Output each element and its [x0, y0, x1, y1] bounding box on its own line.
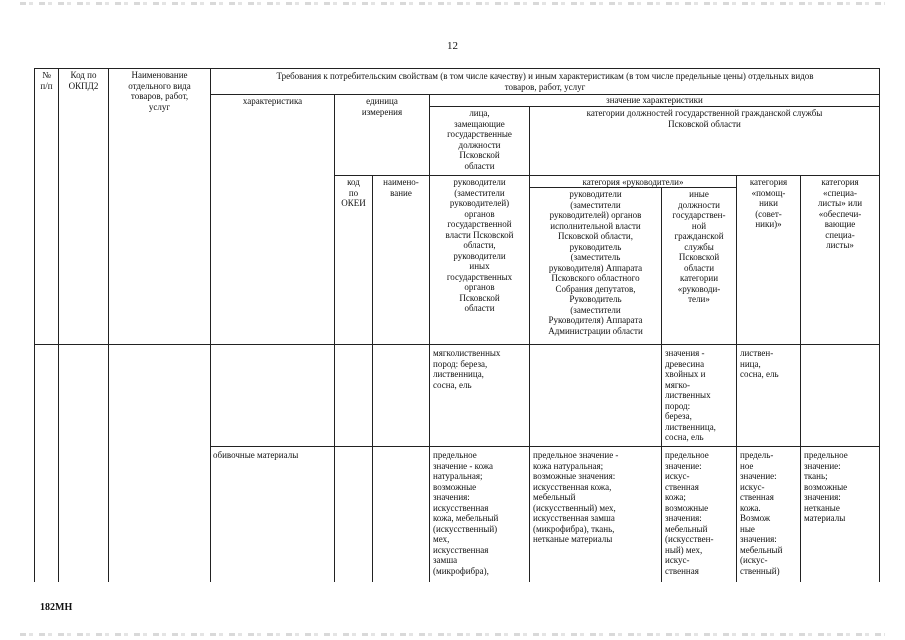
- header-unit: единица измерения: [361, 96, 403, 117]
- row1-assistants: листвен- ница, сосна, ель: [740, 348, 779, 379]
- table-rule: [210, 68, 211, 582]
- header-persons: лица, замещающие государственные должности Псковской области: [447, 108, 512, 171]
- table-border-top: [34, 68, 879, 69]
- header-value: значение характеристики: [606, 95, 703, 105]
- table-header-bottom: [34, 344, 879, 345]
- row2-heads-senior: предельное значение - кожа натуральная; возможные значения: искусственная кожа, мебельный (искусственный) мех, искусственная замша (микрофибра), ткань, нетканые материалы: [533, 450, 619, 544]
- table-border-right: [879, 68, 880, 582]
- table-border-left: [34, 68, 35, 582]
- scan-artifact-bottom: [20, 633, 885, 636]
- header-category-specialists: категория «специа- листы» или «обеспечи- вающие специа- листы»: [817, 177, 863, 250]
- header-category-heads-other: иные должности государствен- ной гражданской службы Псковской области категории «руководи- тели»: [672, 189, 726, 304]
- footer-document-code: 182МН: [40, 602, 73, 613]
- header-col-number: № п/п: [40, 70, 53, 91]
- table-rule: [372, 175, 373, 582]
- header-col-okpd: Код по ОКПД2: [68, 70, 99, 91]
- row1-persons: мягколиственных пород: береза, лиственница, сосна, ель: [433, 348, 501, 390]
- header-categories: категории должностей государственной гражданской службы Псковской области: [586, 108, 823, 129]
- row2-persons: предельное значение - кожа натуральная; возможные значения: искусственная кожа, мебельный (искусственный) мех, искусственная замша (микрофибра),: [433, 450, 499, 576]
- table-rule: [334, 94, 335, 582]
- scan-artifact-top: [20, 2, 885, 5]
- row2-specialists: предельное значение: ткань; возможные значения: нетканые материалы: [804, 450, 848, 523]
- table-rule: [736, 175, 737, 582]
- table-rule: [429, 106, 879, 107]
- row2-characteristic: обивочные материалы: [213, 450, 299, 460]
- header-requirements: Требования к потребительским свойствам (в том числе качеству) и иным характеристикам (в том числе предельные цены) отдельных видов товаров, работ, услуг: [276, 71, 814, 92]
- row1-heads-other: значения - древесина хвойных и мягко- лиственных пород: береза, лиственница, сосна, ель: [665, 348, 716, 442]
- table-row-divider: [210, 446, 879, 447]
- header-category-heads-senior: руководители (заместители руководителей) органов исполнительной власти Псковской области, руководитель (заместитель руководителя) Аппарата Псковского областного Собрания депутатов, Руководитель (заместители Руководителя) Аппарата Администрации области: [548, 189, 643, 336]
- table-rule: [108, 68, 109, 582]
- header-col-name: Наименование отдельного вида товаров, работ, услуг: [128, 70, 191, 112]
- header-okei-code: код по ОКЕИ: [341, 177, 366, 208]
- header-category-heads: категория «руководители»: [582, 177, 684, 187]
- table-rule: [58, 68, 59, 582]
- header-category-assistants: категория «помощ- ники (совет- ники)»: [749, 177, 788, 229]
- header-unit-name: наимено- вание: [383, 177, 419, 198]
- row2-heads-other: предельное значение: искус- ственная кожа; возможные значения: мебельный (искусствен- ный) мех, искус- ственная: [665, 450, 714, 576]
- header-characteristic: характеристика: [242, 96, 303, 106]
- row2-assistants: предель- ное значение: искус- ственная кожа. Возмож ные значения: мебельный (искус- ственный): [740, 450, 783, 576]
- page-number: 12: [447, 40, 458, 52]
- header-heads: руководители (заместители руководителей) органов государственной власти Псковской области, руководители иных государственных органов Псковской области: [445, 177, 514, 313]
- table-rule: [334, 175, 879, 176]
